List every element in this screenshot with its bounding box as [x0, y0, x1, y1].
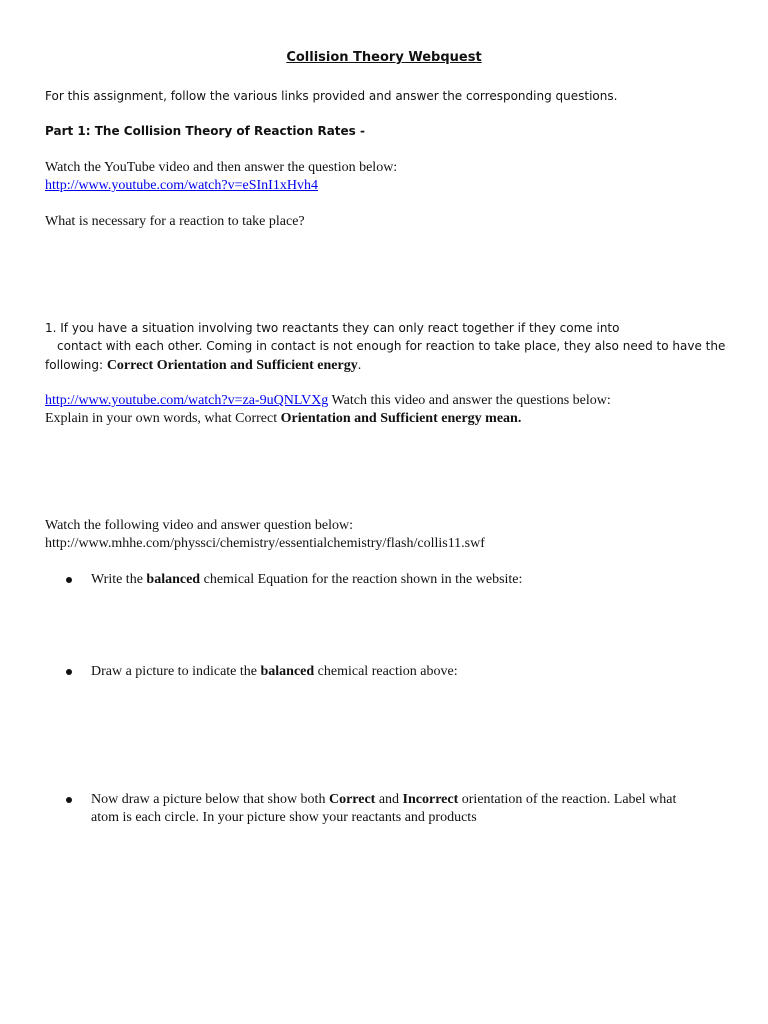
intro-text: For this assignment, follow the various links provided and answer the corresponding questions.	[45, 89, 618, 103]
item1-line3	[45, 356, 361, 374]
item1-line3-bold: Correct Orientation and Sufficient energy	[106, 358, 358, 373]
link2-line	[45, 393, 611, 409]
explain-bold: Orientation and Sufficient energy	[280, 411, 482, 426]
document-title: Collision Theory Webquest	[286, 50, 482, 65]
link2-suffix: Watch this video and answer the questions below:	[328, 393, 611, 408]
explain-suffix: mean.	[481, 411, 522, 426]
item1-line3-prefix: following:	[45, 358, 107, 372]
question-necessary: What is necessary for a reaction to take place?	[45, 214, 305, 229]
b1-prefix: Write the	[91, 572, 147, 587]
item1-line1: 1. If you have a situation involving two reactants they can only react together if they come into	[45, 321, 620, 335]
watch-youtube-instruction: Watch the YouTube video and then answer the question below:	[45, 160, 398, 175]
bullet-2	[66, 669, 72, 675]
bullet-3-text	[91, 792, 676, 808]
bullet-3-line2: atom is each circle. In your picture show your reactants and products	[91, 810, 477, 825]
b2-bold: balanced	[260, 664, 315, 679]
b3-part3: orientation of the reaction. Label what	[458, 792, 677, 807]
b1-suffix: chemical Equation for the reaction shown in the website:	[200, 572, 523, 587]
b3-bold-correct: Correct	[328, 792, 376, 807]
youtube-link-1[interactable]: http://www.youtube.com/watch?v=eSInI1xHvh4	[45, 178, 318, 193]
b3-part2: and	[375, 792, 403, 807]
item1-period: .	[357, 358, 362, 373]
b2-suffix: chemical reaction above:	[314, 664, 458, 679]
b3-part1: Now draw a picture below that show both	[91, 792, 329, 807]
item1-line2: contact with each other. Coming in contact is not enough for reaction to take place, they also need to have the	[57, 339, 726, 353]
bullet-2-text	[91, 664, 458, 680]
explain-prefix: Explain in your own words, what Correct	[45, 411, 281, 426]
mhhe-url: http://www.mhhe.com/physsci/chemistry/essentialchemistry/flash/collis11.swf	[45, 536, 485, 551]
b1-bold: balanced	[146, 572, 201, 587]
explain-line	[45, 411, 521, 427]
part1-heading: Part 1: The Collision Theory of Reaction Rates -	[45, 124, 365, 138]
youtube-link-2[interactable]: http://www.youtube.com/watch?v=za-9uQNLVXg	[45, 393, 329, 408]
b3-bold-incorrect: Incorrect	[402, 792, 459, 807]
bullet-1-text	[91, 572, 522, 588]
bullet-3	[66, 797, 72, 803]
watch-following-instruction: Watch the following video and answer question below:	[45, 518, 353, 533]
bullet-1	[66, 577, 72, 583]
b2-prefix: Draw a picture to indicate the	[91, 664, 261, 679]
